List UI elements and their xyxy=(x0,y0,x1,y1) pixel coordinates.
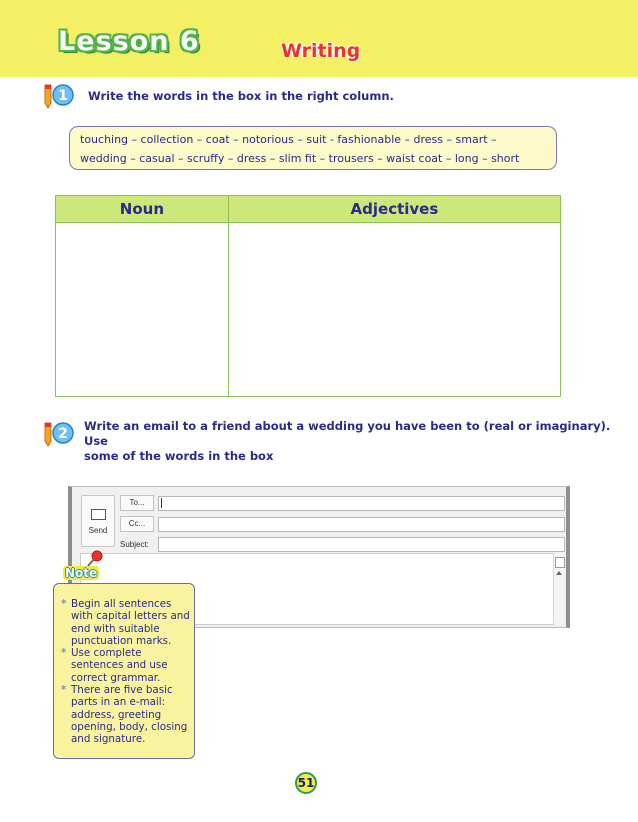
note-list xyxy=(61,598,193,746)
noun-answer-cell[interactable] xyxy=(56,223,229,397)
send-label: Send xyxy=(88,526,108,535)
lesson-title: Lesson 6 xyxy=(58,26,200,57)
text-cursor xyxy=(161,498,162,508)
word-box-line-1: touching – collection – coat – notorious – suit - fashionable – dress – smart – xyxy=(80,133,497,146)
word-box-line-2: wedding – casual – scruffy – dress – slim fit – trousers – waist coat – long – short xyxy=(80,152,520,165)
word-box xyxy=(69,126,557,170)
pencil-number-2-icon xyxy=(42,421,76,447)
task1-instruction: Write the words in the box in the right column. xyxy=(88,89,394,103)
bullet-icon: * xyxy=(61,684,67,697)
task2-instruction-line-2: some of the words in the box xyxy=(84,449,274,463)
scrollbar[interactable] xyxy=(553,553,565,623)
note-label: Note xyxy=(65,566,98,580)
section-title: Writing xyxy=(281,40,361,62)
cc-button[interactable]: Cc... xyxy=(120,516,154,532)
scroll-up-arrow-icon[interactable] xyxy=(556,571,562,575)
bullet-icon: * xyxy=(61,647,67,660)
task2-instruction xyxy=(84,419,638,464)
note-item xyxy=(61,647,193,684)
bullet-icon: * xyxy=(61,598,67,610)
note-item-text: Use complete sentences and use correct grammar. xyxy=(71,647,168,684)
note-item xyxy=(61,598,193,647)
cc-field[interactable] xyxy=(158,517,565,532)
page-number: 51 xyxy=(295,772,317,794)
send-button[interactable] xyxy=(81,495,115,547)
to-button[interactable]: To... xyxy=(120,495,154,511)
note-item-text: There are five basic parts in an e-mail: address, greeting opening, body, closing and signature. xyxy=(71,684,188,746)
task2-instruction-line-1: Write an email to a friend about a wedding you have been to (real or imaginary). Use xyxy=(84,419,611,448)
pencil-number-1-icon xyxy=(42,83,76,109)
note-item xyxy=(61,684,193,745)
adjectives-answer-cell[interactable] xyxy=(228,223,560,397)
note-box xyxy=(53,583,195,759)
noun-header: Noun xyxy=(56,196,229,223)
noun-adjective-table xyxy=(55,195,561,397)
task-number-2: 2 xyxy=(58,426,68,442)
adjectives-header: Adjectives xyxy=(228,196,560,223)
to-field[interactable] xyxy=(158,496,565,511)
task-number-1: 1 xyxy=(58,88,68,104)
envelope-icon xyxy=(91,509,106,520)
note-item-text: Begin all sentences with capital letters and end with suitable punctuation marks. xyxy=(71,598,190,647)
subject-label: Subject: xyxy=(120,540,149,549)
subject-field[interactable] xyxy=(158,537,565,552)
attachment-icon xyxy=(555,557,565,568)
